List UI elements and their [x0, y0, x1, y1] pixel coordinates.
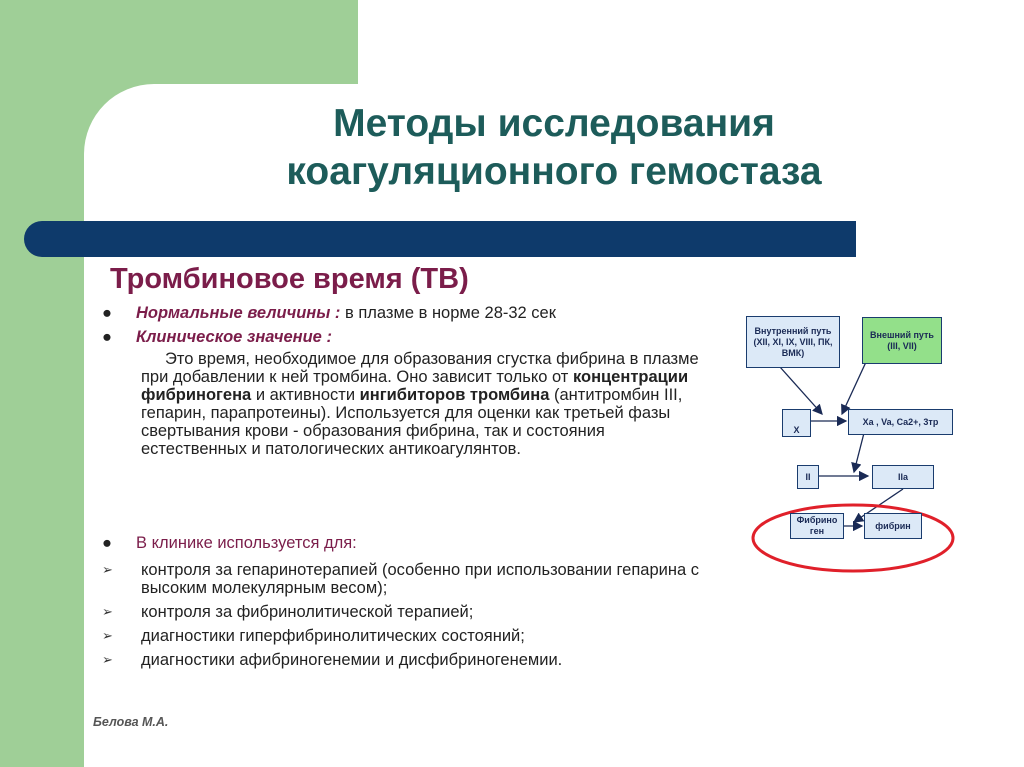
arrow-intrinsic-to-x — [780, 367, 822, 414]
usage-item-text: контроля за фибринолитической терапией; — [141, 603, 474, 621]
fibrin-box: фибрин — [864, 513, 922, 539]
arrow-extrinsic-to-x — [842, 362, 866, 414]
clinical-description — [141, 350, 711, 458]
arrow-bullet-icon: ➢ — [102, 604, 113, 619]
arrow-bullet-icon: ➢ — [102, 562, 113, 577]
normal-values-text: в плазме в норме 28-32 сек — [340, 304, 556, 322]
coagulation-diagram — [740, 300, 970, 580]
extrinsic-pathway-box: Внешний путь (III, VII) — [862, 317, 942, 364]
bullet-dot: ● — [102, 328, 112, 346]
description-part2: и активности — [251, 386, 360, 404]
factor-ii-box: II — [797, 465, 819, 489]
green-side-strip — [0, 0, 84, 767]
bullet-clinic-usage — [102, 534, 357, 553]
arrow-bullet-icon: ➢ — [102, 628, 113, 643]
fibrinogen-box: Фибрино ген — [790, 513, 844, 539]
usage-item-text: диагностики афибриногенемии и дисфибриногенемии. — [141, 651, 563, 669]
normal-values-label: Нормальные величины : — [136, 304, 341, 322]
description-part3: (антитромбин III, гепарин, парапротеины). Используется для оценки как третьей фазы свертывания крови - образования фибрина, так и состояния естественных и патологических антикоагулянтов. — [141, 386, 683, 458]
factor-x-box: X — [782, 409, 811, 437]
bullet-dot: ● — [102, 304, 112, 322]
intrinsic-pathway-box: Внутренний путь (XII, XI, IX, VIII, ПК, ВМК) — [746, 316, 840, 368]
arrow-xa-to-thrombin — [854, 433, 864, 472]
bullet-clinical-significance — [102, 328, 332, 347]
factor-xa-box: Xa , Va, Ca2+, 3тр — [848, 409, 953, 435]
fibrin-highlight-ellipse — [753, 505, 953, 571]
usage-item-text: диагностики гиперфибринолитических состояний; — [141, 627, 525, 645]
description-bold1: концентрации фибриногена — [141, 368, 689, 404]
usage-item-text: контроля за гепаринотерапией (особенно при использовании гепарина с высоким молекулярным весом); — [141, 561, 699, 597]
clinical-significance-label: Клиническое значение : — [136, 328, 332, 346]
factor-iia-box: IIa — [872, 465, 934, 489]
arrow-bullet-icon: ➢ — [102, 652, 113, 667]
description-bold2: ингибиторов тромбина — [359, 386, 550, 404]
author-credit: Белова М.А. — [93, 715, 169, 729]
description-part1: Это время, необходимое для образования сгустка фибрина в плазме при добавлении к ней тромбина. Оно зависит только от — [141, 350, 699, 386]
clinic-usage-label: В клинике используется для: — [136, 534, 357, 552]
section-title: Тромбиновое время (ТВ) — [110, 263, 469, 295]
title-divider-bar — [24, 221, 856, 257]
slide-title-line2: коагуляционного гемостаза — [286, 150, 822, 193]
bullet-normal-values — [102, 304, 556, 323]
slide-title-line1: Методы исследования — [333, 102, 775, 145]
bullet-dot: ● — [102, 534, 112, 552]
